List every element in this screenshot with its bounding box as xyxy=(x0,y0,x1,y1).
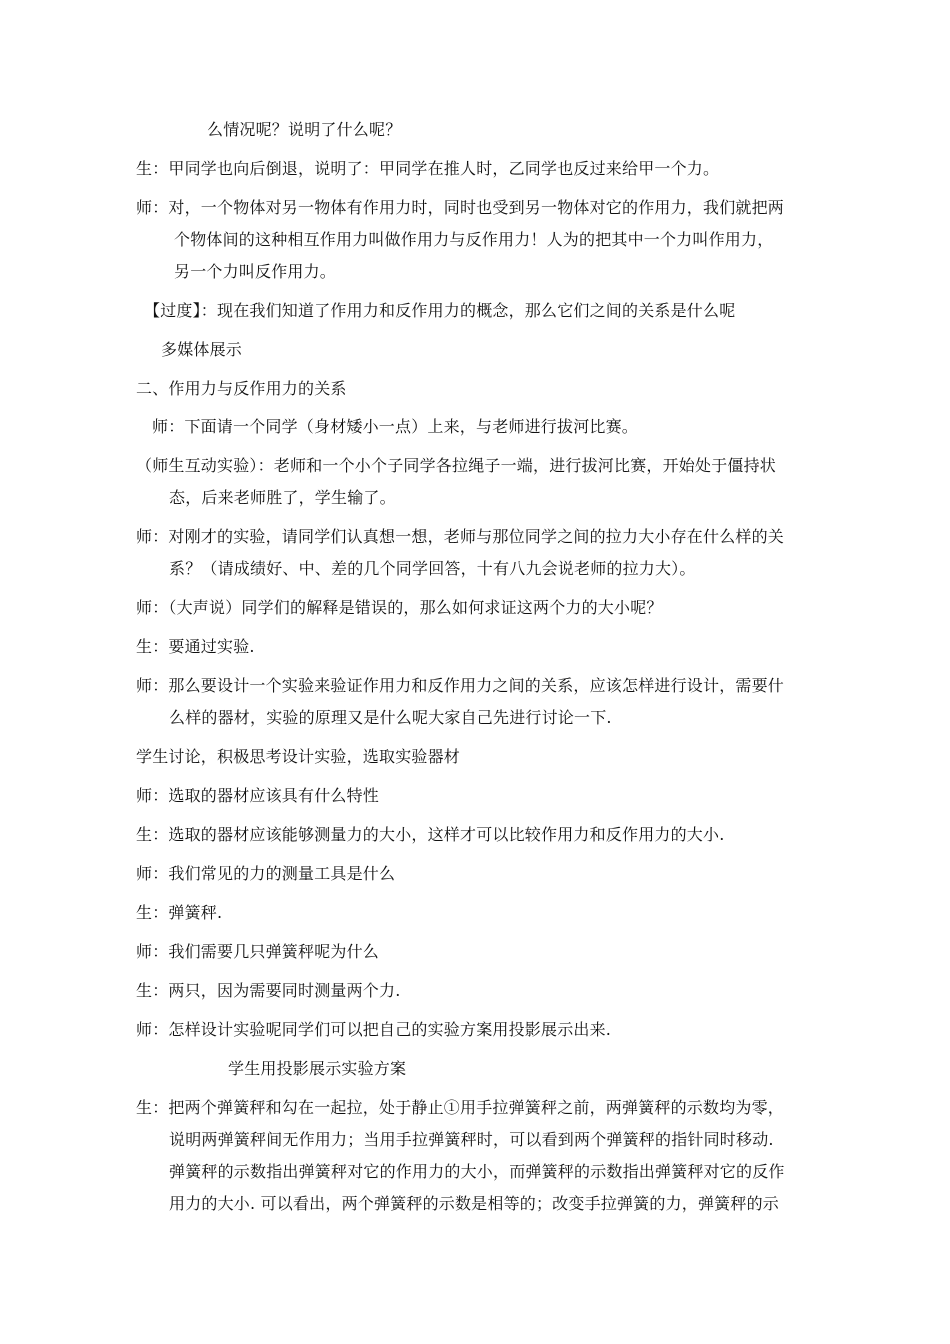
text-line: 弹簧秤的示数指出弹簧秤对它的作用力的大小，而弹簧秤的示数指出弹簧秤对它的反作 xyxy=(169,1162,785,1181)
text-line: 生：两只，因为需要同时测量两个力. xyxy=(136,981,401,1000)
text-line: 师：对，一个物体对另一物体有作用力时，同时也受到另一物体对它的作用力，我们就把两 xyxy=(136,198,785,217)
text-line: 学生讨论，积极思考设计实验，选取实验器材 xyxy=(136,747,461,766)
text-line: 【过度】：现在我们知道了作用力和反作用力的概念，那么它们之间的关系是什么呢 xyxy=(144,301,736,320)
section-heading: 二、作用力与反作用力的关系 xyxy=(136,379,347,398)
text-line: 用力的大小. 可以看出，两个弹簧秤的示数是相等的；改变手拉弹簧的力，弹簧秤的示 xyxy=(169,1194,779,1213)
text-line: 师：（大声说）同学们的解释是错误的，那么如何求证这两个力的大小呢？ xyxy=(136,598,663,617)
text-line: 师：我们需要几只弹簧秤呢为什么 xyxy=(136,942,380,961)
text-line: 学生用投影展示实验方案 xyxy=(228,1059,407,1078)
text-line: （师生互动实验）：老师和一个小个子同学各拉绳子一端，进行拔河比赛，开始处于僵持状 xyxy=(136,456,777,475)
text-line: 系？（请成绩好、中、差的几个同学回答，十有八九会说老师的拉力大）。 xyxy=(169,559,696,578)
text-line: 师：对刚才的实验，请同学们认真想一想，老师与那位同学之间的拉力大小存在什么样的关 xyxy=(136,527,785,546)
text-line: 生：甲同学也向后倒退，说明了：甲同学在推人时，乙同学也反过来给甲一个力。 xyxy=(136,159,720,178)
text-line: 多媒体展示 xyxy=(161,340,243,359)
text-line: 说明两弹簧秤间无作用力；当用手拉弹簧秤时，可以看到两个弹簧秤的指针同时移动. xyxy=(169,1130,774,1149)
text-line: 态，后来老师胜了，学生输了。 xyxy=(169,488,396,507)
text-line: 师：选取的器材应该具有什么特性 xyxy=(136,786,380,805)
text-line: 个物体间的这种相互作用力叫做作用力与反作用力！人为的把其中一个力叫作用力， xyxy=(174,230,774,249)
text-line: 师：我们常见的力的测量工具是什么 xyxy=(136,864,396,883)
text-line: 师：那么要设计一个实验来验证作用力和反作用力之间的关系，应该怎样进行设计，需要什 xyxy=(136,676,785,695)
text-line: 生：要通过实验. xyxy=(136,637,255,656)
text-line: 么情况呢？说明了什么呢？ xyxy=(207,120,402,139)
text-line: 生：弹簧秤. xyxy=(136,903,223,922)
text-line: 么样的器材，实验的原理又是什么呢大家自己先进行讨论一下. xyxy=(169,708,612,727)
text-line: 生：把两个弹簧秤和勾在一起拉，处于静止①用手拉弹簧秤之前，两弹簧秤的示数均为零， xyxy=(136,1098,785,1117)
text-line: 另一个力叫反作用力。 xyxy=(174,262,337,281)
text-line: 生：选取的器材应该能够测量力的大小，这样才可以比较作用力和反作用力的大小. xyxy=(136,825,725,844)
text-line: 师：怎样设计实验呢同学们可以把自己的实验方案用投影展示出来. xyxy=(136,1020,612,1039)
text-line: 师：下面请一个同学（身材矮小一点）上来，与老师进行拔河比赛。 xyxy=(152,417,639,436)
